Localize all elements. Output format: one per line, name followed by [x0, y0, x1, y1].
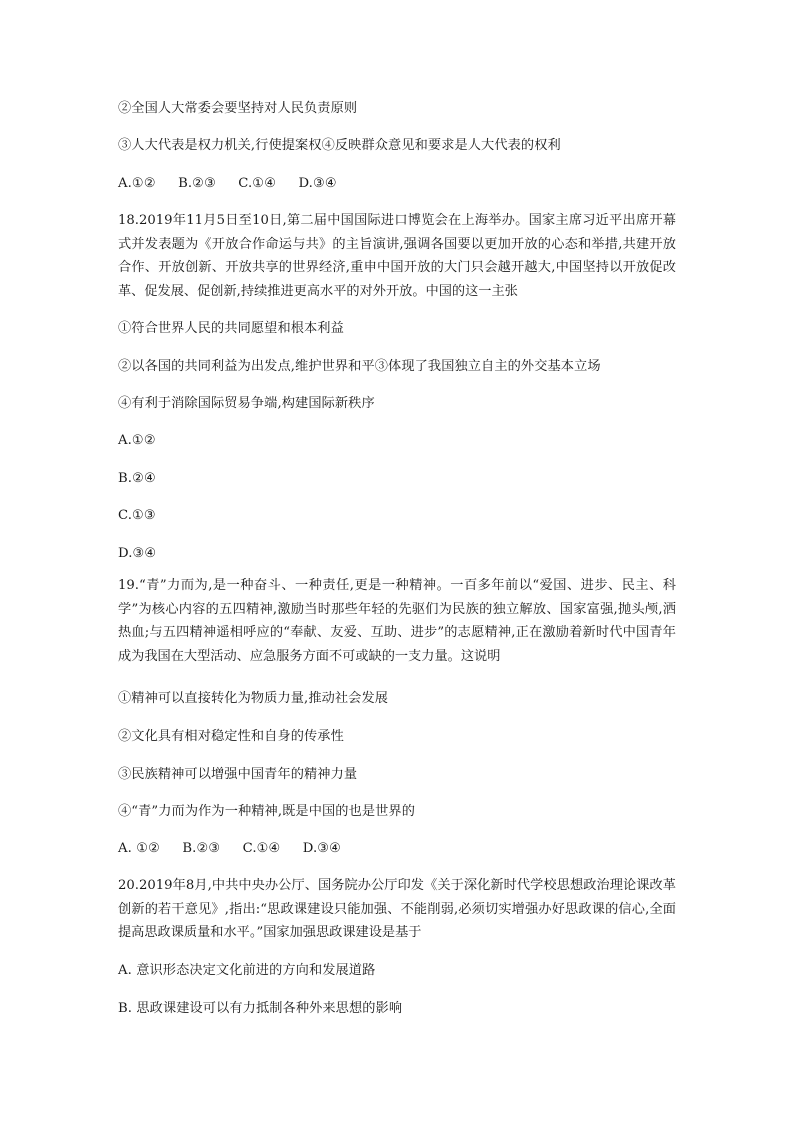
q17-option-b[interactable]: B.②③ — [178, 176, 216, 191]
q18-option-d[interactable]: D.③④ — [118, 546, 157, 561]
q18-item-2-3: ②以各国的共同利益为出发点,维护世界和平③体现了我国独立自主的外交基本立场 — [118, 359, 601, 374]
q17-option-a[interactable]: A.①② — [118, 176, 156, 191]
q20-stem: 20.2019年8月,中共中央办公厅、国务院办公厅印发《关于深化新时代学校思想政治理论课改革创新的若干意见》,指出:“思政课建设只能加强、不能削弱,必须切实增强办好思政课的信心,全面提高思政课质量和水平。”国家加强思政课建设是基于 — [118, 878, 676, 940]
q20-option-a[interactable]: A. 意识形态决定文化前进的方向和发展道路 — [118, 963, 376, 978]
q17-option-d[interactable]: D.③④ — [298, 176, 337, 191]
q19-option-a[interactable]: A. ①② — [118, 841, 161, 856]
q17-item-3-4: ③人大代表是权力机关,行使提案权④反映群众意见和要求是人大代表的权利 — [118, 138, 561, 153]
q18-option-c[interactable]: C.①③ — [118, 508, 156, 523]
q18-stem: 18.2019年11月5日至10日,第二届中国国际进口博览会在上海举办。国家主席习近平出席开幕式并发表题为《开放合作命运与共》的主旨演讲,强调各国要以更加开放的心态和举措,共建开放合作、开放创新、开放共享的世界经济,重申中国开放的大门只会越开越大,中国坚持以开放促改革、促发展、促创新,持续推进更高水平的对外开放。中国的这一主张 — [118, 213, 676, 299]
q19-item-3: ③民族精神可以增强中国青年的精神力量 — [118, 767, 358, 782]
q19-item-1: ①精神可以直接转化为物质力量,推动社会发展 — [118, 691, 389, 706]
q17-option-c[interactable]: C.①④ — [238, 176, 277, 191]
q19-stem: 19.“青”力而为,是一种奋斗、一种责任,更是一种精神。一百多年前以“爱国、进步、民主、科学”为核心内容的五四精神,激励当时那些年轻的先驱们为民族的独立解放、国家富强,抛头颅,洒热血;与五四精神遥相呼应的“奉献、友爱、互助、进步”的志愿精神,正在激励着新时代中国青年成为我国在大型活动、应急服务方面不可或缺的一支力量。这说明 — [118, 578, 676, 664]
q19-item-2: ②文化具有相对稳定性和自身的传承性 — [118, 729, 344, 744]
q18-item-4: ④有利于消除国际贸易争端,构建国际新秩序 — [118, 396, 375, 411]
q17-item-2: ②全国人大常委会要坚持对人民负责原则 — [118, 101, 358, 116]
q18-item-1: ①符合世界人民的共同愿望和根本利益 — [118, 321, 344, 336]
q20-option-b[interactable]: B. 思政课建设可以有力抵制各种外来思想的影响 — [118, 1001, 403, 1016]
q19-options — [118, 840, 678, 858]
q19-option-d[interactable]: D.③④ — [302, 841, 342, 856]
q19-option-b[interactable]: B.②③ — [182, 841, 221, 856]
q18-option-b[interactable]: B.②④ — [118, 471, 156, 486]
q17-options — [118, 175, 678, 193]
q18-option-a[interactable]: A.①② — [118, 433, 156, 448]
q19-option-c[interactable]: C.①④ — [242, 841, 281, 856]
q19-item-4: ④“青”力而为作为一种精神,既是中国的也是世界的 — [118, 804, 416, 819]
